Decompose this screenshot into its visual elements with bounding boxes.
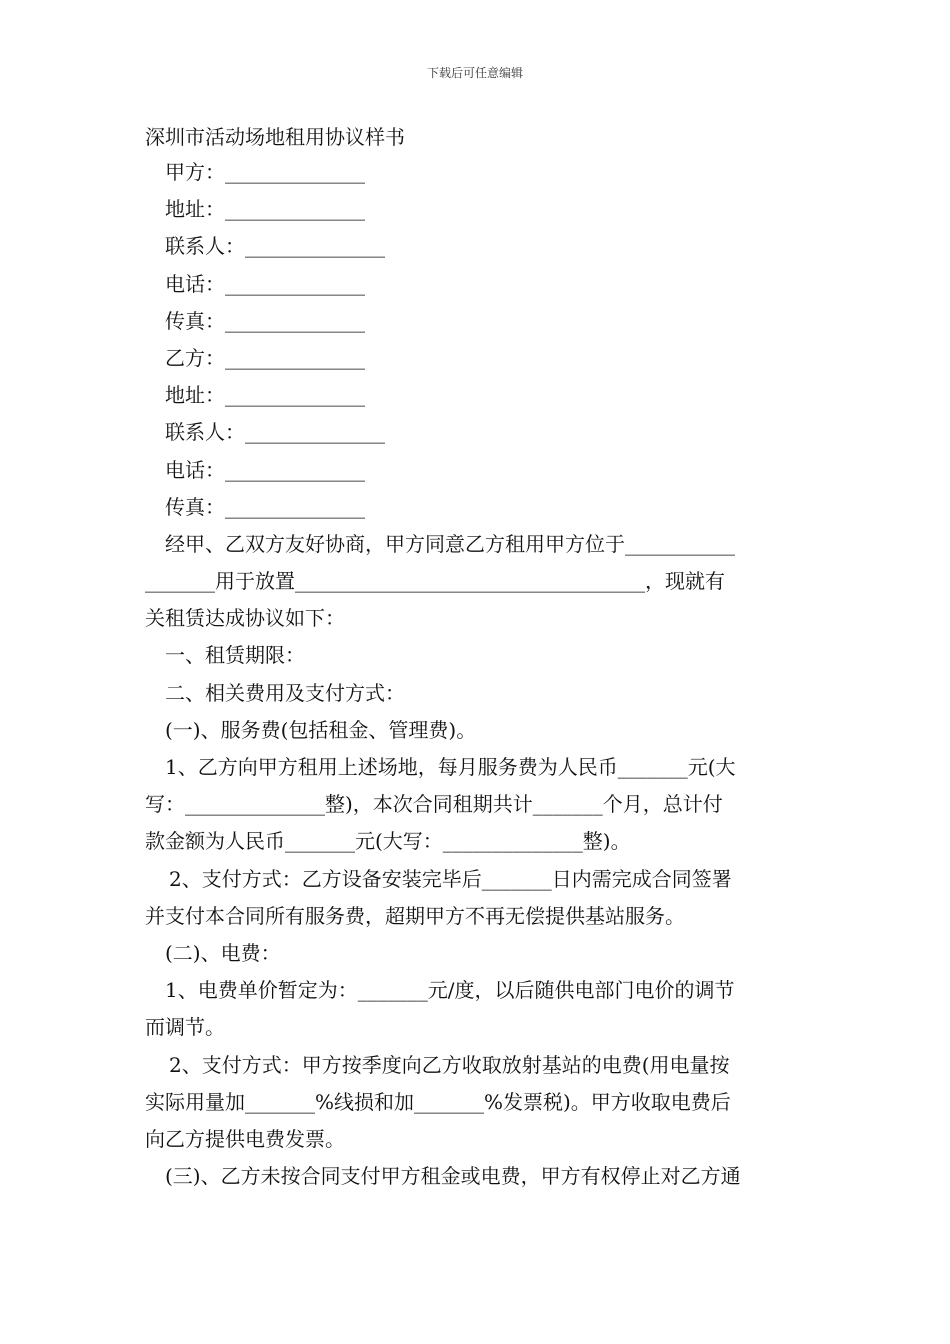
party-a-phone-field: 电话：______________ bbox=[165, 271, 365, 296]
document-title: 深圳市活动场地租用协议样书 bbox=[145, 125, 405, 149]
party-b-fax-field: 传真：______________ bbox=[165, 494, 365, 519]
document-body bbox=[145, 120, 815, 1195]
section-heading: 二、相关费用及支付方式： bbox=[165, 680, 405, 705]
section-heading: 一、租赁期限： bbox=[165, 643, 305, 668]
page-header-note: 下载后可任意编辑 bbox=[426, 66, 523, 80]
party-b-address-field: 地址：______________ bbox=[165, 383, 365, 408]
paragraph-line: 关租赁达成协议如下： bbox=[145, 606, 345, 631]
paragraph-line: 并支付本合同所有服务费，超期甲方不再无偿提供基站服务。 bbox=[145, 903, 685, 928]
subsection-heading: (二)、电费： bbox=[165, 940, 281, 965]
paragraph-line: 经甲、乙双方友好协商，甲方同意乙方租用甲方位于___________ bbox=[165, 531, 735, 556]
paragraph-line: 实际用量加_______%线损和加_______%发票税)。甲方收取电费后 bbox=[145, 1089, 731, 1114]
party-a-address-field: 地址：______________ bbox=[165, 197, 365, 222]
paragraph-line: 1、电费单价暂定为：_______元/度，以后随供电部门电价的调节 bbox=[165, 978, 735, 1003]
party-a-contact-field: 联系人：______________ bbox=[165, 234, 385, 259]
party-a-fax-field: 传真：______________ bbox=[165, 308, 365, 333]
subsection-heading: (一)、服务费(包括租金、管理费)。 bbox=[165, 717, 477, 742]
paragraph-line: _______用于放置___________________________________，现就有 bbox=[145, 569, 725, 594]
paragraph-line: 款金额为人民币_______元(大写：______________整)。 bbox=[145, 829, 631, 854]
party-b-phone-field: 电话：______________ bbox=[165, 457, 365, 482]
party-b-contact-field: 联系人：______________ bbox=[165, 420, 385, 445]
paragraph-line: 而调节。 bbox=[145, 1015, 225, 1040]
paragraph-line: 写：______________整)，本次合同租期共计_______个月，总计付 bbox=[145, 792, 723, 817]
paragraph-line: 向乙方提供电费发票。 bbox=[145, 1126, 345, 1151]
party-a-name-field: 甲方：______________ bbox=[165, 160, 365, 184]
paragraph-line: 1、乙方向甲方租用上述场地，每月服务费为人民币_______元(大 bbox=[165, 755, 736, 779]
paragraph-line: 2、支付方式：甲方按季度向乙方收取放射基站的电费(用电量按 bbox=[169, 1052, 730, 1077]
paragraph-line: 2、支付方式：乙方设备安装完毕后_______日内需完成合同签署 bbox=[169, 866, 732, 891]
party-b-name-field: 乙方：______________ bbox=[165, 345, 365, 370]
paragraph-line: (三)、乙方未按合同支付甲方租金或电费，甲方有权停止对乙方通 bbox=[165, 1164, 741, 1189]
